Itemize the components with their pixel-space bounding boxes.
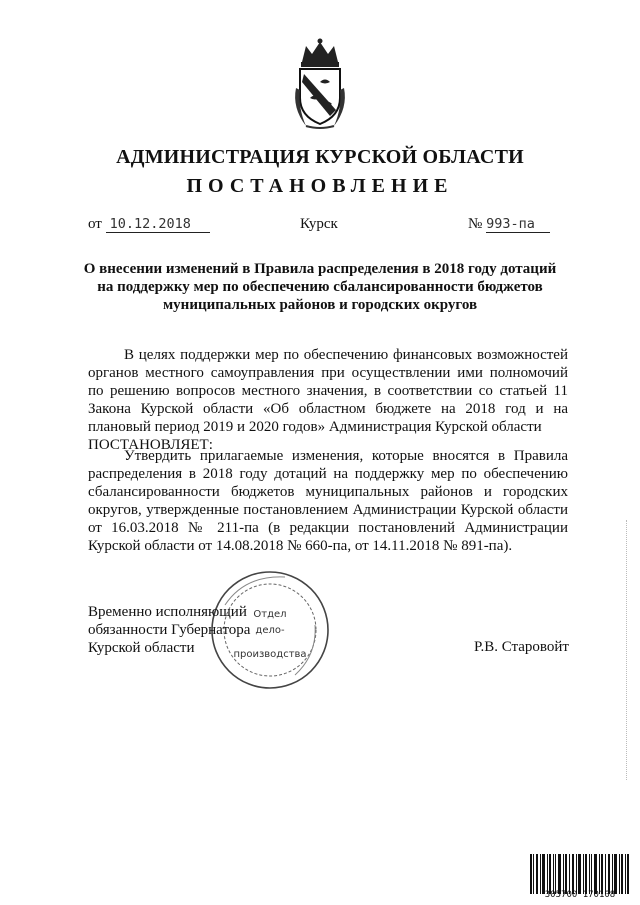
date-prefix: от	[88, 216, 102, 232]
subject-line: О внесении изменений в Правила распределения в 2018 году дотаций	[83, 261, 557, 277]
stamp-line: дело-	[255, 625, 285, 636]
resolve-word: ПОСТАНОВЛЯЕТ:	[88, 437, 213, 453]
number-value: 993-па	[486, 216, 550, 233]
signatory-name: Р.В. Старовойт	[474, 639, 569, 655]
margin-mark	[626, 520, 637, 780]
document-subject	[60, 260, 580, 314]
signatory-line: Курской области	[88, 640, 195, 656]
date-value: 10.12.2018	[106, 216, 210, 233]
subject-line: муниципальных районов и городских округов	[162, 297, 478, 313]
signatory-title	[88, 603, 250, 657]
signatory-line: обязанности Губернатора	[88, 622, 251, 638]
document-type: ПОСТАНОВЛЕНИЕ	[186, 175, 454, 197]
stamp-line: Отдел	[253, 609, 287, 620]
number-prefix: №	[468, 216, 483, 232]
signatory-line: Временно исполняющий	[88, 604, 247, 620]
barcode-number: 305700 170108	[544, 890, 616, 900]
subject-line: на поддержку мер по обеспечению сбалансированности бюджетов	[97, 279, 543, 295]
resolution-paragraph: Утвердить прилагаемые изменения, которые вносятся в Правила распределения в 2018 году дотаций на поддержку мер по обеспечению сбалансированности бюджетов муниципальных районов и городских округов, утвержденные постановлением Администрации Курской области от 16.03.2018 № 211-па (в редакции постановлений Администрации Курской области от 14.08.2018 № 660-па, от 14.11.2018 № 891-па).	[88, 448, 568, 554]
date-field	[88, 216, 210, 233]
preamble-text: В целях поддержки мер по обеспечению финансовых возможностей органов местного самоуправления при осуществлении ими полномочий по решению вопросов местного значения, в соответствии со статьей 11 Закона Курской области «Об областном бюджете на 2018 год и на плановый период 2019 и 2020 годов» Администрация Курской области	[88, 347, 568, 435]
city: Курск	[300, 216, 338, 232]
number-field	[468, 216, 550, 233]
kursk-coat-of-arms-icon	[292, 38, 348, 130]
preamble-paragraph	[88, 346, 568, 454]
stamp-line: производства	[233, 649, 307, 660]
org-title: АДМИНИСТРАЦИЯ КУРСКОЙ ОБЛАСТИ	[116, 146, 524, 168]
